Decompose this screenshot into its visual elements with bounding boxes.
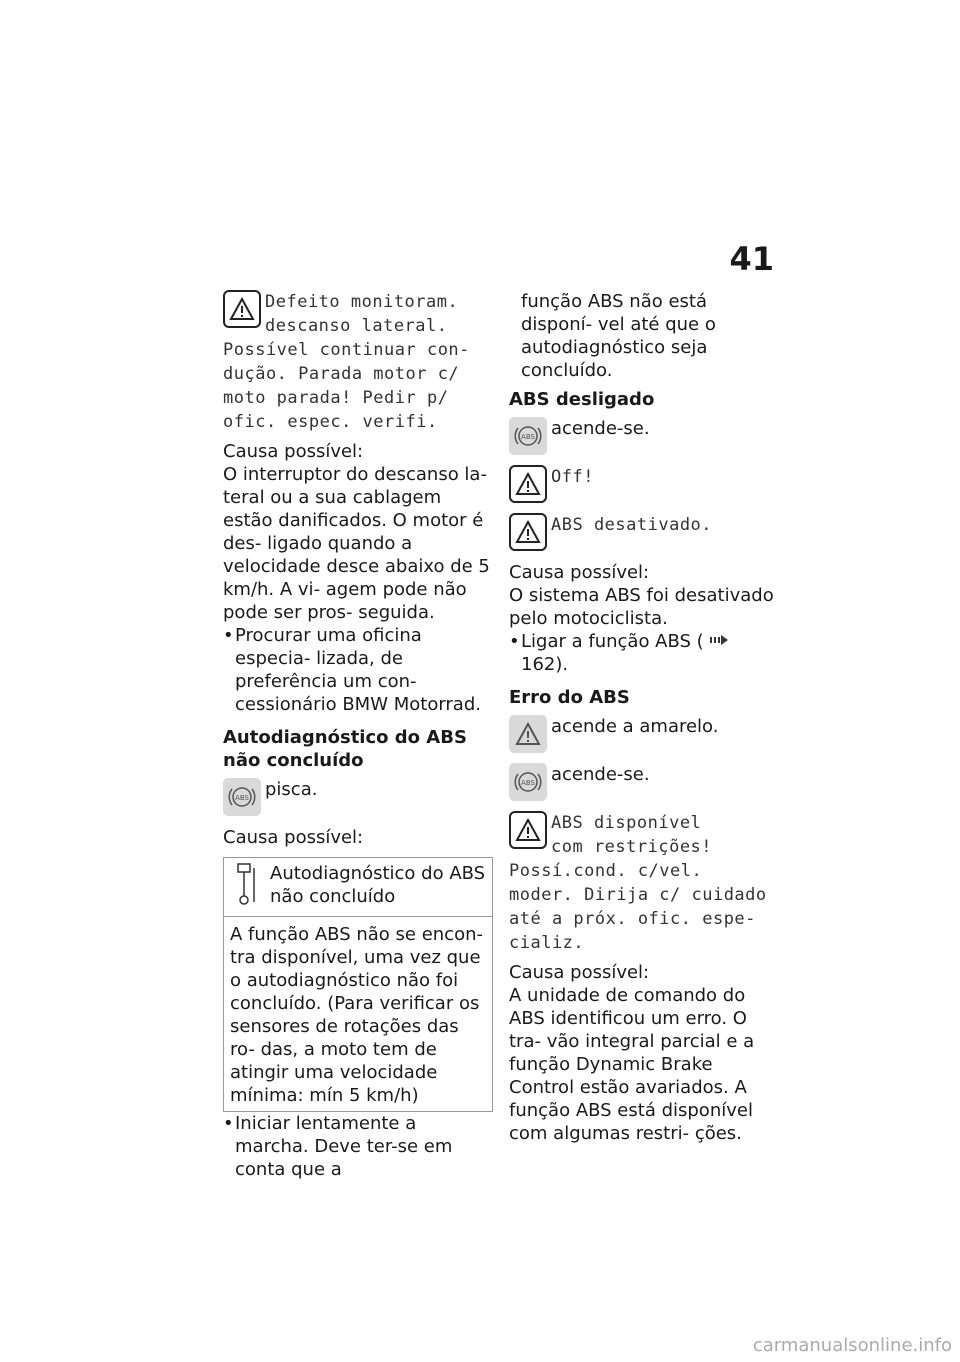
abs-off-row: [509, 417, 779, 455]
off-text: Off!: [551, 467, 594, 487]
warning-line-2: descanso lateral.: [265, 316, 448, 336]
cause-text: O interruptor do descanso la- teral ou a sua cablagem estão danificados. O motor é des- ligado quando a velocidade desce abaixo de 5 km/h. A vi- agem pode não pode ser pros- seguida.: [223, 464, 490, 623]
limited-line-1: ABS disponível: [551, 813, 702, 833]
info-box-title: Autodiagnóstico do ABS não concluído: [270, 863, 486, 907]
warning-line-1: Defeito monitoram.: [265, 292, 459, 312]
bullet-item: • Ligar a função ABS ( 162).: [509, 630, 779, 676]
info-box-header: [224, 858, 492, 917]
heading-abs-off: ABS desligado: [509, 389, 655, 410]
warning-triangle-icon: [223, 290, 261, 328]
lights-up-text: acende-se.: [551, 418, 650, 439]
heading-abs-diagnosis: Autodiagnóstico do ABS não concluído: [223, 727, 467, 771]
warning-side-stand: [223, 290, 493, 338]
off-row: [509, 465, 779, 503]
warning-triangle-icon: [509, 465, 547, 503]
info-box-icon: [230, 862, 270, 910]
cause-label: Causa possível:: [223, 441, 364, 462]
bullet-ref[interactable]: 162).: [521, 654, 569, 675]
cause-label: Causa possível:: [509, 562, 650, 583]
abs-blink-row: [223, 778, 493, 816]
arrow-ref-icon: [709, 631, 729, 652]
warning-triangle-icon: [509, 513, 547, 551]
heading-abs-error: Erro do ABS: [509, 687, 630, 708]
limited-line-2: com restrições!: [551, 837, 713, 857]
info-box: [223, 857, 493, 1112]
abs-icon: [509, 763, 547, 801]
lights-up-text-2: acende-se.: [551, 764, 650, 785]
abs-disabled-row: [509, 513, 779, 551]
amber-text: acende a amarelo.: [551, 716, 719, 737]
abs-icon: [223, 778, 261, 816]
abs-icon: [509, 417, 547, 455]
cause-label-2: Causa possível:: [223, 827, 364, 848]
bullet-item-2: • Iniciar lentamente a marcha. Deve ter-se em conta que a: [223, 1112, 493, 1181]
svg-text:ABS: ABS: [521, 779, 535, 787]
left-column: [223, 290, 493, 1181]
amber-row: [509, 715, 779, 753]
page-number: 41: [729, 240, 774, 278]
limited-rest: Possí.cond. c/vel. moder. Dirija c/ cuidado até a próx. ofic. espe- cializ.: [509, 861, 767, 953]
abs-disabled-text: ABS desativado.: [551, 515, 713, 535]
bullet-text: Procurar uma oficina especia- lizada, de preferência um con- cessionário BMW Motorrad.: [235, 625, 481, 715]
blink-text: pisca.: [265, 779, 318, 800]
cause-label-2: Causa possível:: [509, 962, 650, 983]
bullet-text-2: Iniciar lentamente a marcha. Deve ter-se em conta que a: [235, 1113, 453, 1180]
info-box-text: A função ABS não se encon- tra disponível, uma vez que o autodiagnóstico não foi concluído. (Para verificar os sensores de rotações das ro- das, a moto tem de atingir uma velocidade mínima: mín 5 km/h): [230, 924, 483, 1106]
cause-text: O sistema ABS foi desativado pelo motociclista.: [509, 585, 774, 629]
bullet-prefix: Ligar a função ABS (: [521, 631, 704, 652]
bullet-item: • Procurar uma oficina especia- lizada, de preferência um con- cessionário BMW Motorrad.: [223, 624, 493, 716]
right-column: [509, 290, 779, 1145]
warning-rest: Possível continuar con- dução. Parada motor c/ moto parada! Pedir p/ ofic. espec. verifi.: [223, 340, 470, 432]
svg-text:ABS: ABS: [521, 433, 535, 441]
footer-watermark: carmanualsonline.info: [752, 1335, 952, 1356]
abs-error-row: [509, 763, 779, 801]
warning-triangle-icon: [509, 715, 547, 753]
warning-triangle-icon: [509, 811, 547, 849]
svg-text:ABS: ABS: [235, 794, 249, 802]
abs-limited-row: [509, 811, 779, 859]
continuation-text: função ABS não está disponí- vel até que o autodiagnóstico seja concluído.: [521, 291, 716, 381]
cause-text-2: A unidade de comando do ABS identificou um erro. O tra- vão integral parcial e a função Dynamic Brake Control estão avariados. A função ABS está disponível com algumas restri- ções.: [509, 985, 755, 1144]
